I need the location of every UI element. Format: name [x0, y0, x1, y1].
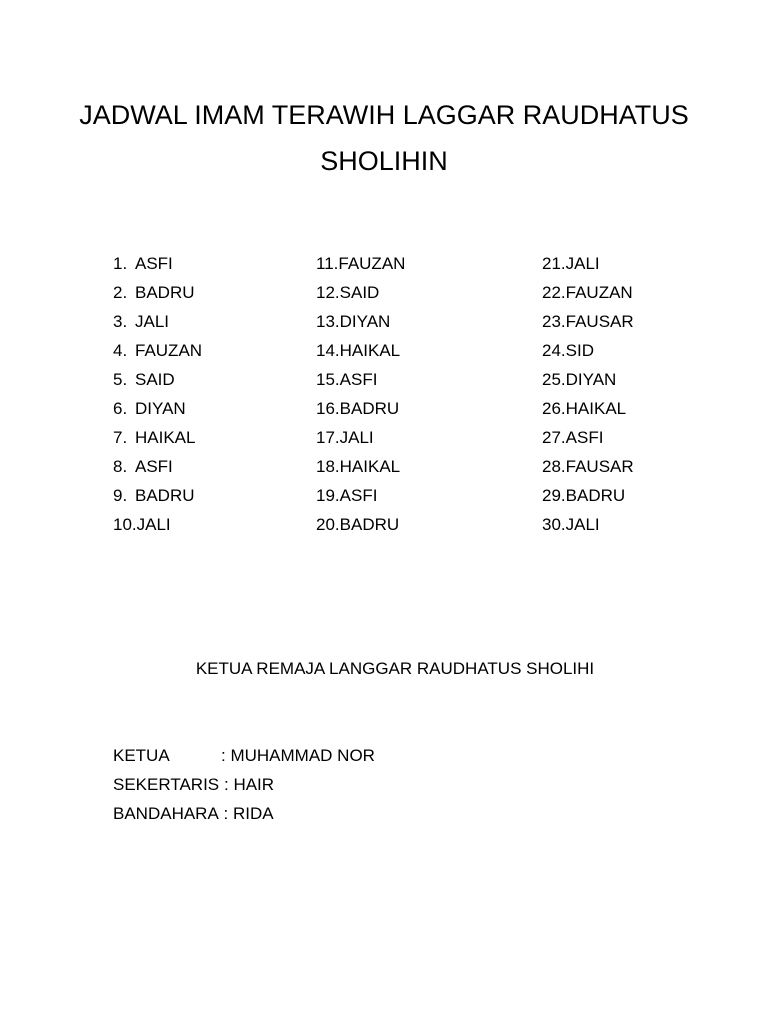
schedule-item	[113, 278, 202, 307]
committee-title: KETUA REMAJA LANGGAR RAUDHATUS SHOLIHI	[195, 659, 595, 678]
schedule-item	[113, 365, 202, 394]
committee-row-ketua	[113, 741, 375, 770]
imam-name: FAUSAR	[565, 457, 634, 476]
schedule-item	[542, 510, 634, 539]
committee-role: KETUA	[113, 746, 170, 765]
committee-member: : HAIR	[224, 775, 275, 794]
item-number: 18.	[316, 457, 340, 476]
imam-name: JALI	[135, 312, 170, 331]
item-number: 21.	[542, 254, 566, 273]
item-number: 3.	[113, 312, 128, 331]
imam-name: FAUZAN	[565, 283, 633, 302]
item-number: 7.	[113, 428, 128, 447]
schedule-item	[542, 307, 634, 336]
imam-name: BADRU	[565, 486, 626, 505]
imam-name: BADRU	[339, 399, 400, 418]
schedule-item	[542, 394, 634, 423]
imam-name: SAID	[339, 283, 380, 302]
imam-name: BADRU	[339, 515, 400, 534]
imam-name: SAID	[135, 370, 175, 389]
schedule-item	[542, 452, 634, 481]
item-number: 28.	[542, 457, 566, 476]
schedule-item	[316, 481, 405, 510]
schedule-item	[316, 249, 405, 278]
item-number: 4.	[113, 341, 128, 360]
schedule-item	[113, 249, 202, 278]
schedule-item	[113, 423, 202, 452]
schedule-item	[316, 336, 405, 365]
schedule-item	[542, 481, 634, 510]
imam-name: JALI	[565, 515, 600, 534]
imam-name: ASFI	[135, 457, 173, 476]
imam-name: ASFI	[339, 370, 378, 389]
item-number: 12.	[316, 283, 340, 302]
imam-name: BADRU	[135, 283, 195, 302]
item-number: 24.	[542, 341, 566, 360]
committee-role: BANDAHARA	[113, 804, 219, 823]
schedule-item	[542, 365, 634, 394]
imam-schedule	[0, 249, 768, 549]
item-number: 10.	[113, 515, 137, 534]
item-number: 22.	[542, 283, 566, 302]
imam-name: FAUZAN	[338, 254, 406, 273]
item-number: 19.	[316, 486, 340, 505]
imam-name: BADRU	[135, 486, 195, 505]
schedule-item	[316, 365, 405, 394]
item-number: 9.	[113, 486, 128, 505]
item-number: 17.	[316, 428, 340, 447]
item-number: 5.	[113, 370, 128, 389]
item-number: 20.	[316, 515, 340, 534]
item-number: 29.	[542, 486, 566, 505]
item-number: 25.	[542, 370, 566, 389]
schedule-item	[316, 423, 405, 452]
schedule-item	[113, 394, 202, 423]
committee-member: : RIDA	[223, 804, 274, 823]
schedule-column-3	[542, 249, 634, 539]
imam-name: HAIKAL	[339, 341, 401, 360]
committee-member: : MUHAMMAD NOR	[221, 746, 375, 765]
item-number: 1.	[113, 254, 128, 273]
item-number: 27.	[542, 428, 566, 447]
imam-name: JALI	[136, 515, 171, 534]
schedule-item	[542, 249, 634, 278]
imam-name: DIYAN	[135, 399, 186, 418]
item-number: 8.	[113, 457, 128, 476]
schedule-item	[542, 278, 634, 307]
schedule-item	[113, 336, 202, 365]
schedule-item	[113, 481, 202, 510]
imam-name: HAIKAL	[135, 428, 196, 447]
item-number: 6.	[113, 399, 128, 418]
item-number: 14.	[316, 341, 340, 360]
imam-name: SID	[565, 341, 594, 360]
imam-name: DIYAN	[339, 312, 391, 331]
item-number: 13.	[316, 312, 340, 331]
schedule-item	[113, 510, 202, 539]
imam-name: FAUZAN	[135, 341, 203, 360]
imam-name: FAUSAR	[565, 312, 634, 331]
imam-name: JALI	[565, 254, 600, 273]
schedule-item	[316, 452, 405, 481]
schedule-item	[113, 452, 202, 481]
schedule-column-1	[113, 249, 202, 539]
imam-name: JALI	[339, 428, 374, 447]
schedule-item	[316, 510, 405, 539]
imam-name: HAIKAL	[565, 399, 627, 418]
item-number: 23.	[542, 312, 566, 331]
schedule-item	[542, 423, 634, 452]
item-number: 15.	[316, 370, 340, 389]
item-number: 2.	[113, 283, 128, 302]
committee-row-bandahara	[113, 799, 375, 828]
imam-name: DIYAN	[565, 370, 617, 389]
page-title: JADWAL IMAM TERAWIH LAGGAR RAUDHATUS SHOLIHIN	[79, 100, 689, 176]
imam-name: ASFI	[565, 428, 604, 447]
schedule-item	[316, 394, 405, 423]
schedule-item	[113, 307, 202, 336]
item-number: 16.	[316, 399, 340, 418]
schedule-item	[542, 336, 634, 365]
schedule-item	[316, 278, 405, 307]
committee-role: SEKERTARIS	[113, 775, 220, 794]
imam-name: HAIKAL	[339, 457, 401, 476]
committee-list	[113, 741, 375, 828]
committee-row-sekertaris	[113, 770, 375, 799]
schedule-item	[316, 307, 405, 336]
schedule-column-2	[316, 249, 405, 539]
imam-name: ASFI	[135, 254, 173, 273]
imam-name: ASFI	[339, 486, 378, 505]
item-number: 26.	[542, 399, 566, 418]
item-number: 30.	[542, 515, 566, 534]
item-number: 11.	[316, 254, 339, 273]
